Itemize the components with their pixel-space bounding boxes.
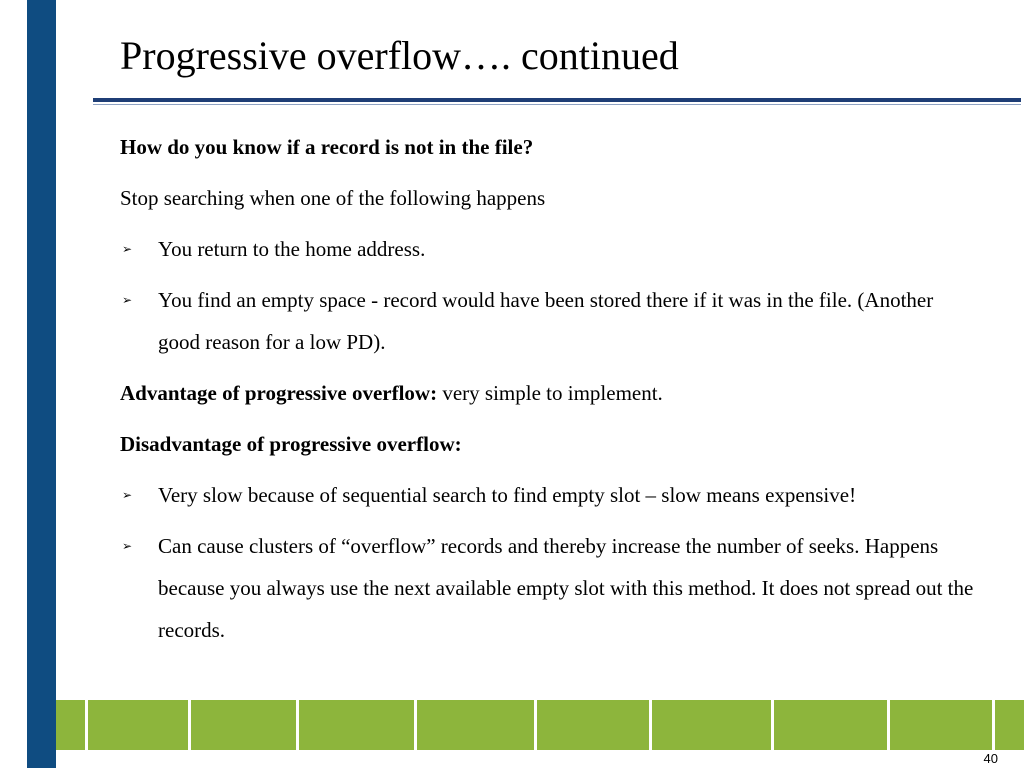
title-divider: [93, 98, 1021, 102]
slide-title: Progressive overflow…. continued: [120, 33, 679, 78]
advantage-paragraph: [120, 372, 980, 414]
bullet-text: You find an empty space - record would have been stored there if it was in the file. (Another good reason for a low PD).: [158, 288, 934, 354]
arrow-bullet-icon: ➢: [122, 293, 133, 307]
footer-decorative-strip: [56, 700, 1024, 750]
page-number: 40: [983, 751, 998, 766]
slide-body: [120, 126, 980, 660]
footer-block: [88, 700, 191, 750]
list-item: [120, 228, 980, 270]
footer-block: [774, 700, 890, 750]
footer-block: [299, 700, 417, 750]
arrow-bullet-icon: ➢: [122, 539, 133, 553]
list-item: [120, 525, 980, 651]
stop-intro-text: Stop searching when one of the following happens: [120, 186, 546, 210]
disadvantage-heading: Disadvantage of progressive overflow:: [120, 432, 462, 456]
footer-block: [537, 700, 652, 750]
left-accent-bar: [27, 0, 56, 768]
footer-block: [417, 700, 537, 750]
arrow-bullet-icon: ➢: [122, 242, 133, 256]
bullet-text: Can cause clusters of “overflow” records and thereby increase the number of seeks. Happens because you always use the next available empty slot with this method. It does not spread out the records.: [158, 534, 974, 642]
bullet-text: You return to the home address.: [158, 237, 426, 261]
bullet-text: Very slow because of sequential search to find empty slot – slow means expensive!: [158, 483, 857, 507]
advantage-label: Advantage of progressive overflow:: [120, 381, 438, 405]
arrow-bullet-icon: ➢: [122, 488, 133, 502]
footer-block: [652, 700, 774, 750]
title-divider-thin: [93, 104, 1021, 105]
list-item: [120, 474, 980, 516]
footer-block: [56, 700, 88, 750]
question-heading: How do you know if a record is not in the file?: [120, 135, 534, 159]
advantage-text: very simple to implement.: [437, 381, 663, 405]
footer-block: [890, 700, 995, 750]
list-item: [120, 279, 980, 363]
footer-block: [995, 700, 1024, 750]
footer-block: [191, 700, 299, 750]
